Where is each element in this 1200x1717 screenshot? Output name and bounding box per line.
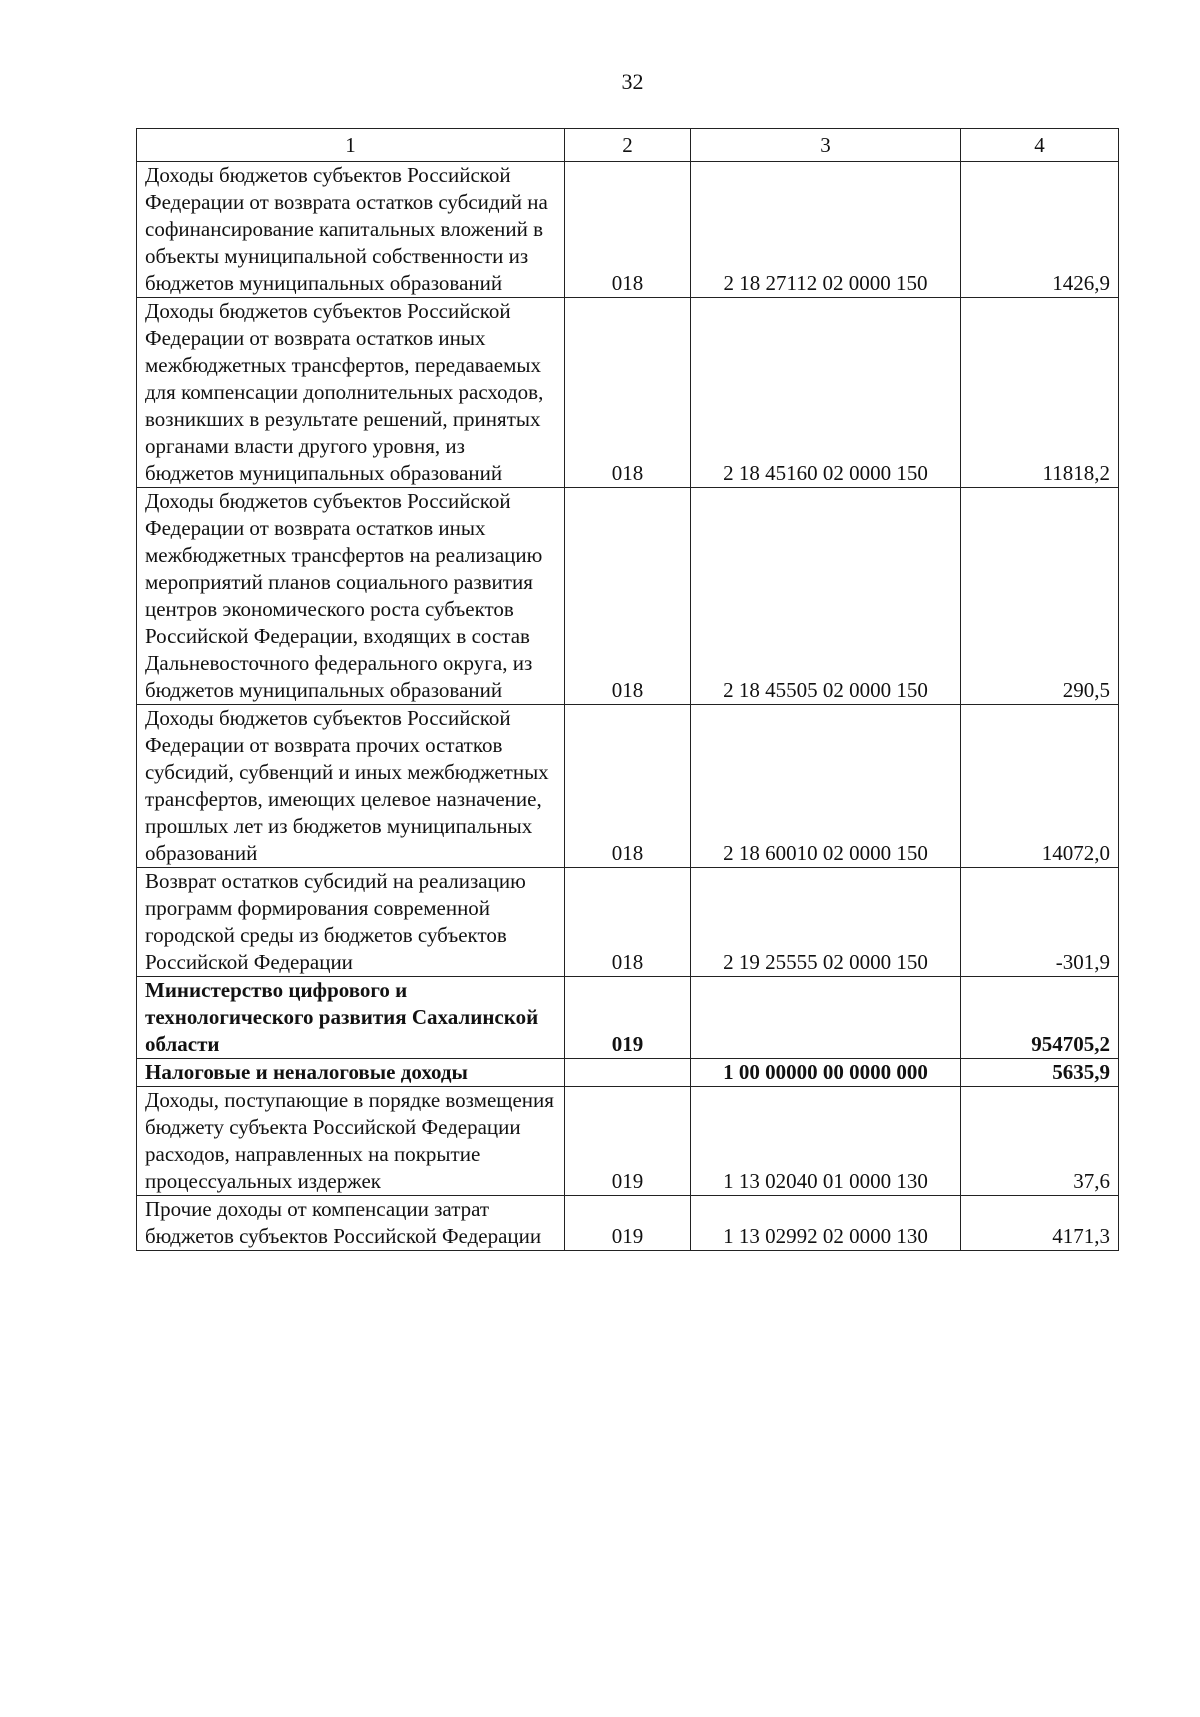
- table-row: [137, 977, 1119, 1059]
- row-revenue-code-cell: 1 13 02040 01 0000 130: [691, 1087, 961, 1196]
- row-amount-cell: 5635,9: [961, 1059, 1119, 1087]
- table-row: [137, 1196, 1119, 1251]
- row-admin-code-cell: 019: [565, 1087, 691, 1196]
- row-admin-code-cell: 019: [565, 977, 691, 1059]
- row-revenue-code-cell: 2 18 60010 02 0000 150: [691, 705, 961, 868]
- row-name-cell: Налоговые и неналоговые доходы: [137, 1059, 565, 1087]
- column-header-4: 4: [961, 129, 1119, 162]
- row-amount-cell: 4171,3: [961, 1196, 1119, 1251]
- page-number: 32: [621, 69, 644, 94]
- table-row: [137, 298, 1119, 488]
- row-admin-code-cell: 018: [565, 868, 691, 977]
- row-admin-code-cell: 018: [565, 162, 691, 298]
- row-amount-cell: 290,5: [961, 488, 1119, 705]
- row-revenue-code-cell: 1 00 00000 00 0000 000: [691, 1059, 961, 1087]
- row-admin-code-cell: 018: [565, 298, 691, 488]
- row-revenue-code-cell: 2 18 45505 02 0000 150: [691, 488, 961, 705]
- row-admin-code-cell: 019: [565, 1196, 691, 1251]
- row-amount-cell: 11818,2: [961, 298, 1119, 488]
- table-row: [137, 488, 1119, 705]
- row-amount-cell: 1426,9: [961, 162, 1119, 298]
- column-header-2: 2: [565, 129, 691, 162]
- budget-revenue-table: [136, 128, 1119, 1251]
- row-revenue-code-cell: 2 18 27112 02 0000 150: [691, 162, 961, 298]
- column-header-1: 1: [137, 129, 565, 162]
- column-header-3: 3: [691, 129, 961, 162]
- row-name-cell: Доходы бюджетов субъектов Российской Федерации от возврата остатков иных межбюджетных трансфертов, передаваемых для компенсации дополнительных расходов, возникших в результате решений, принятых органами власти другого уровня, из бюджетов муниципальных образований: [137, 298, 565, 488]
- row-name-cell: Доходы бюджетов субъектов Российской Федерации от возврата остатков субсидий на софинансирование капитальных вложений в объекты муниципальной собственности из бюджетов муниципальных образований: [137, 162, 565, 298]
- row-revenue-code-cell: 2 19 25555 02 0000 150: [691, 868, 961, 977]
- table-row: [137, 705, 1119, 868]
- row-name-cell: Министерство цифрового и технологического развития Сахалинской области: [137, 977, 565, 1059]
- row-name-cell: Возврат остатков субсидий на реализацию программ формирования современной городской среды из бюджетов субъектов Российской Федерации: [137, 868, 565, 977]
- row-admin-code-cell: 018: [565, 488, 691, 705]
- row-admin-code-cell: 018: [565, 705, 691, 868]
- table-row: [137, 1087, 1119, 1196]
- row-revenue-code-cell: [691, 977, 961, 1059]
- row-name-cell: Доходы бюджетов субъектов Российской Федерации от возврата остатков иных межбюджетных трансфертов на реализацию мероприятий планов социального развития центров экономического роста субъектов Российской Федерации, входящих в состав Дальневосточного федерального округа, из бюджетов муниципальных образований: [137, 488, 565, 705]
- table-header-row: [137, 129, 1119, 162]
- row-name-cell: Прочие доходы от компенсации затрат бюджетов субъектов Российской Федерации: [137, 1196, 565, 1251]
- row-name-cell: Доходы, поступающие в порядке возмещения бюджету субъекта Российской Федерации расходов, направленных на покрытие процессуальных издержек: [137, 1087, 565, 1196]
- row-amount-cell: 954705,2: [961, 977, 1119, 1059]
- row-amount-cell: 14072,0: [961, 705, 1119, 868]
- table-row: [137, 868, 1119, 977]
- table-row: [137, 162, 1119, 298]
- row-revenue-code-cell: 1 13 02992 02 0000 130: [691, 1196, 961, 1251]
- row-amount-cell: -301,9: [961, 868, 1119, 977]
- row-name-cell: Доходы бюджетов субъектов Российской Федерации от возврата прочих остатков субсидий, субвенций и иных межбюджетных трансфертов, имеющих целевое назначение, прошлых лет из бюджетов муниципальных образований: [137, 705, 565, 868]
- table-row: [137, 1059, 1119, 1087]
- row-amount-cell: 37,6: [961, 1087, 1119, 1196]
- table-body: [137, 162, 1119, 1251]
- row-admin-code-cell: [565, 1059, 691, 1087]
- row-revenue-code-cell: 2 18 45160 02 0000 150: [691, 298, 961, 488]
